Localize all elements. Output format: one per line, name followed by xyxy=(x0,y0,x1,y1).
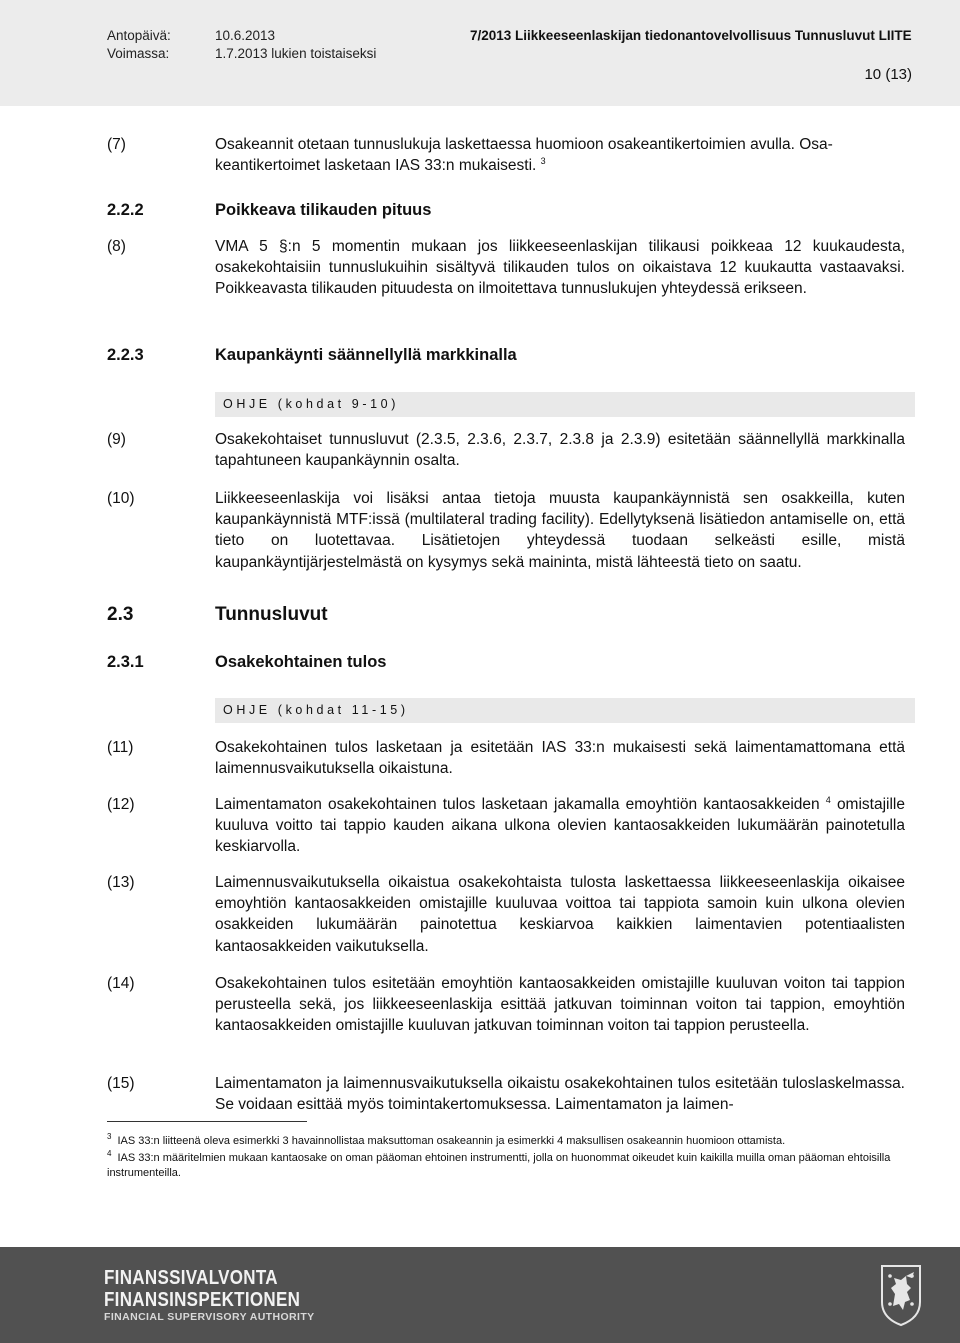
paragraph-15: Laimentamaton ja laimennusvaikutuksella oikaistu osakekohtainen tulos esitetään tuloslaskelmassa. Se voidaan esittää myös toimintakertomuksessa. Laimentamaton ja laimen- xyxy=(215,1075,905,1114)
paragraph-number: (8) xyxy=(107,238,126,255)
paragraph-8: VMA 5 §:n 5 momentin mukaan jos liikkeeseenlaskijan tilikausi poikkeaa 12 kuukaudesta, osakekohtaisiin tunnuslukuihin sisältyvä tilikauden tulos on oikaistava 12 kuukautta vastaavaksi. Poikkeavasta tilikauden pituudesta on ilmoitettava tunnuslukujen yhteydessä erikseen. xyxy=(215,238,905,298)
paragraph-number: (15) xyxy=(107,1075,135,1092)
section-heading: Tunnusluvut xyxy=(215,604,328,625)
paragraph-11: Osakekohtainen tulos lasketaan ja esitetään IAS 33:n mukaisesti sekä laimentamattomana että laimennusvaikutuksella oikaistuna. xyxy=(215,739,905,778)
document-title: 7/2013 Liikkeeseenlaskijan tiedonantovelvollisuus Tunnusluvut LIITE xyxy=(470,28,912,43)
footnote-3 xyxy=(107,1134,907,1149)
paragraph-number: (10) xyxy=(107,490,135,507)
footnote-ref[interactable]: 4 xyxy=(825,794,831,805)
paragraph-7 xyxy=(215,134,917,176)
validity-label: Voimassa: xyxy=(107,46,170,61)
paragraph-13: Laimennusvaikutuksella oikaistua osakekohtaista tulosta laskettaessa liikkeeseenlaskija oikaisee emoyhtiön kantaosakkeiden omistajille kuuluvaa voittoa tai tappiota samoin kuin ulkona olevien osakkeiden lukumäärän painotettua keskiarvoa kaikkien laimentavien potentiaalisten kantaosakkeiden vaikutuksella. xyxy=(215,874,905,955)
section-heading: Poikkeava tilikauden pituus xyxy=(215,201,432,219)
validity-value: 1.7.2013 lukien toistaiseksi xyxy=(215,46,377,61)
lion-crest-icon xyxy=(876,1262,926,1328)
section-number: 2.2.2 xyxy=(107,201,144,219)
logo-line-english: FINANCIAL SUPERVISORY AUTHORITY xyxy=(104,1311,315,1323)
guidance-box: OHJE (kohdat 11-15) xyxy=(215,698,915,723)
footnote-4 xyxy=(107,1151,907,1181)
footnote-text: IAS 33:n määritelmien mukaan kantaosake on oman pääoman ehtoinen instrumentti, jolla on huonommat oikeudet kuin kaikilla muilla oman pääoman ehtoisilla instrumenteilla. xyxy=(107,1152,891,1179)
paragraph-12-line1: Laimentamaton osakekohtainen tulos lasketaan jakamalla emoyhtiön kantaosakkeiden xyxy=(215,796,820,813)
paragraph-7-line1: Osakeannit otetaan tunnuslukuja laskettaessa huomioon osakeantikertoimien avulla. Osa- xyxy=(215,136,833,153)
paragraph-7-line2: keantikertoimet lasketaan IAS 33:n mukaisesti. xyxy=(215,157,537,175)
paragraph-number: (9) xyxy=(107,431,126,448)
footnote-number: 3 xyxy=(107,1132,112,1141)
paragraph-number: (14) xyxy=(107,975,135,992)
paragraph-number: (12) xyxy=(107,796,135,813)
section-number: 2.2.3 xyxy=(107,346,144,364)
page-number: 10 (13) xyxy=(864,66,912,83)
paragraph-number: (7) xyxy=(107,136,126,153)
footnote-number: 4 xyxy=(107,1149,112,1158)
section-heading: Osakekohtainen tulos xyxy=(215,653,387,671)
paragraph-9: Osakekohtaiset tunnusluvut (2.3.5, 2.3.6, 2.3.7, 2.3.8 ja 2.3.9) esitetään säännellyllä markkinalla tapahtuneen kaupankäynnin osalta. xyxy=(215,431,905,470)
footnote-text: IAS 33:n liitteenä oleva esimerkki 3 havainnollistaa maksuttoman osakeannin ja esimerkki 4 maksullisen osakeannin huomioon ottamista. xyxy=(117,1135,786,1147)
footnote-divider xyxy=(107,1121,307,1122)
logo-line-swedish: FINANSINSPEKTIONEN xyxy=(104,1288,301,1311)
section-number: 2.3.1 xyxy=(107,653,144,671)
paragraph-number: (13) xyxy=(107,874,135,891)
paragraph-12-rest: omistajille kuuluva voitto tai tappio kauden aikana ulkona olevien kantaosakkeiden lukumäärän painotetulla keskiarvolla. xyxy=(215,796,905,856)
issue-date-value: 10.6.2013 xyxy=(215,28,276,43)
issue-date-label: Antopäivä: xyxy=(107,28,171,43)
logo-line-finnish: FINANSSIVALVONTA xyxy=(104,1266,278,1289)
paragraph-14: Osakekohtainen tulos esitetään emoyhtiön kantaosakkeiden omistajille kuuluvan voiton tai tappion perusteella sekä, jos liikkeeseenlaskija esittää jatkuvan toiminnan voiton tai tappion, emoyhtiön kantaosakkeiden omistajille kuuluvan jatkuvan toiminnan voiton tai tappion perusteella. xyxy=(215,975,905,1035)
paragraph-12 xyxy=(215,794,905,858)
guidance-box: OHJE (kohdat 9-10) xyxy=(215,392,915,417)
paragraph-number: (11) xyxy=(107,739,134,756)
footnote-ref[interactable]: 3 xyxy=(540,156,546,167)
section-number: 2.3 xyxy=(107,604,134,625)
paragraph-10: Liikkeeseenlaskija voi lisäksi antaa tietoja muusta kaupankäynnistä sen osakkeilla, kuten kaupankäynnistä MTF:issä (multilateral trading facility). Edellytyksenä lisätiedon antamiselle on, että tieto on luotettavaa. Lisätietojen yhteydessä tuodaan selkeästi esille, mistä kaupankäyntijärjestelmästä on kysymys sekä maininta, mistä lähteestä tieto on saatu. xyxy=(215,490,905,571)
section-heading: Kaupankäynti säännellyllä markkinalla xyxy=(215,346,517,364)
